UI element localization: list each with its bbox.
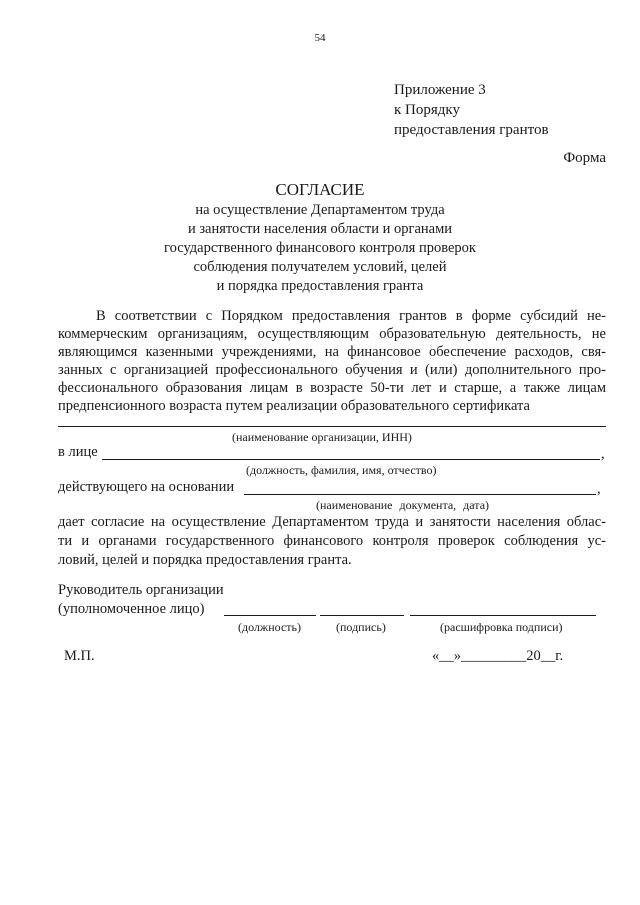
intro-line: занных с организацией профессионального обучения и (или) дополнительного про- (58, 362, 606, 378)
decoding-blank[interactable] (410, 615, 596, 616)
intro-line: являющимся казенными учреждениями, на финансовое обеспечение расходов, свя- (58, 344, 606, 360)
form-label: Форма (563, 150, 606, 166)
decoding-caption: (расшифровка подписи) (440, 620, 563, 634)
title-line: и порядка предоставления гранта (216, 278, 424, 294)
signature-head-line-2: (уполномоченное лицо) (58, 601, 205, 617)
title-line: соблюдения получателем условий, целей (193, 259, 447, 275)
in-person-label: в лице (58, 444, 98, 460)
in-person-comma: , (601, 446, 605, 462)
stamp-label: М.П. (64, 648, 95, 664)
intro-line: В соответствии с Порядком предоставления грантов в форме субсидий не- (96, 308, 606, 324)
position-caption: (должность) (238, 620, 301, 634)
basis-blank[interactable] (244, 494, 596, 495)
signature-head-line-1: Руководитель организации (58, 582, 224, 598)
position-blank[interactable] (224, 615, 316, 616)
consent-line: ловий, целей и порядка предоставления гранта. (58, 552, 352, 568)
intro-line: предпенсионного возраста путем реализации образовательного сертификата (58, 398, 530, 414)
org-name-blank[interactable] (58, 426, 606, 427)
appendix-line-1: Приложение 3 (394, 82, 486, 98)
document-title: СОГЛАСИЕ (275, 180, 365, 199)
date-line: «__»_________20__г. (432, 648, 564, 664)
in-person-blank[interactable] (102, 459, 600, 460)
intro-line: фессионального образования лицам в возрасте 50-ти лет и старше, а также лицам (58, 380, 606, 396)
consent-line: ти и органами государственного финансового контроля проверок соблюдения ус- (58, 533, 606, 549)
title-line: и занятости населения области и органами (187, 221, 453, 237)
appendix-line-2: к Порядку (394, 102, 460, 118)
basis-label: действующего на основании (58, 479, 235, 495)
signature-blank[interactable] (320, 615, 404, 616)
title-line: государственного финансового контроля проверок (164, 240, 476, 256)
signature-caption: (подпись) (336, 620, 386, 634)
appendix-line-3: предоставления грантов (394, 122, 549, 138)
title-line: на осуществление Департаментом труда (195, 202, 445, 218)
basis-comma: , (597, 481, 601, 497)
in-person-caption: (должность, фамилия, имя, отчество) (246, 463, 437, 477)
org-name-caption: (наименование организации, ИНН) (232, 430, 412, 444)
intro-line: коммерческим организациям, осуществляющим образовательную деятельность, не (58, 326, 606, 342)
page-number: 54 (314, 32, 326, 44)
consent-line: дает согласие на осуществление Департаментом труда и занятости населения облас- (58, 514, 606, 530)
basis-caption: (наименование документа, дата) (316, 498, 490, 512)
